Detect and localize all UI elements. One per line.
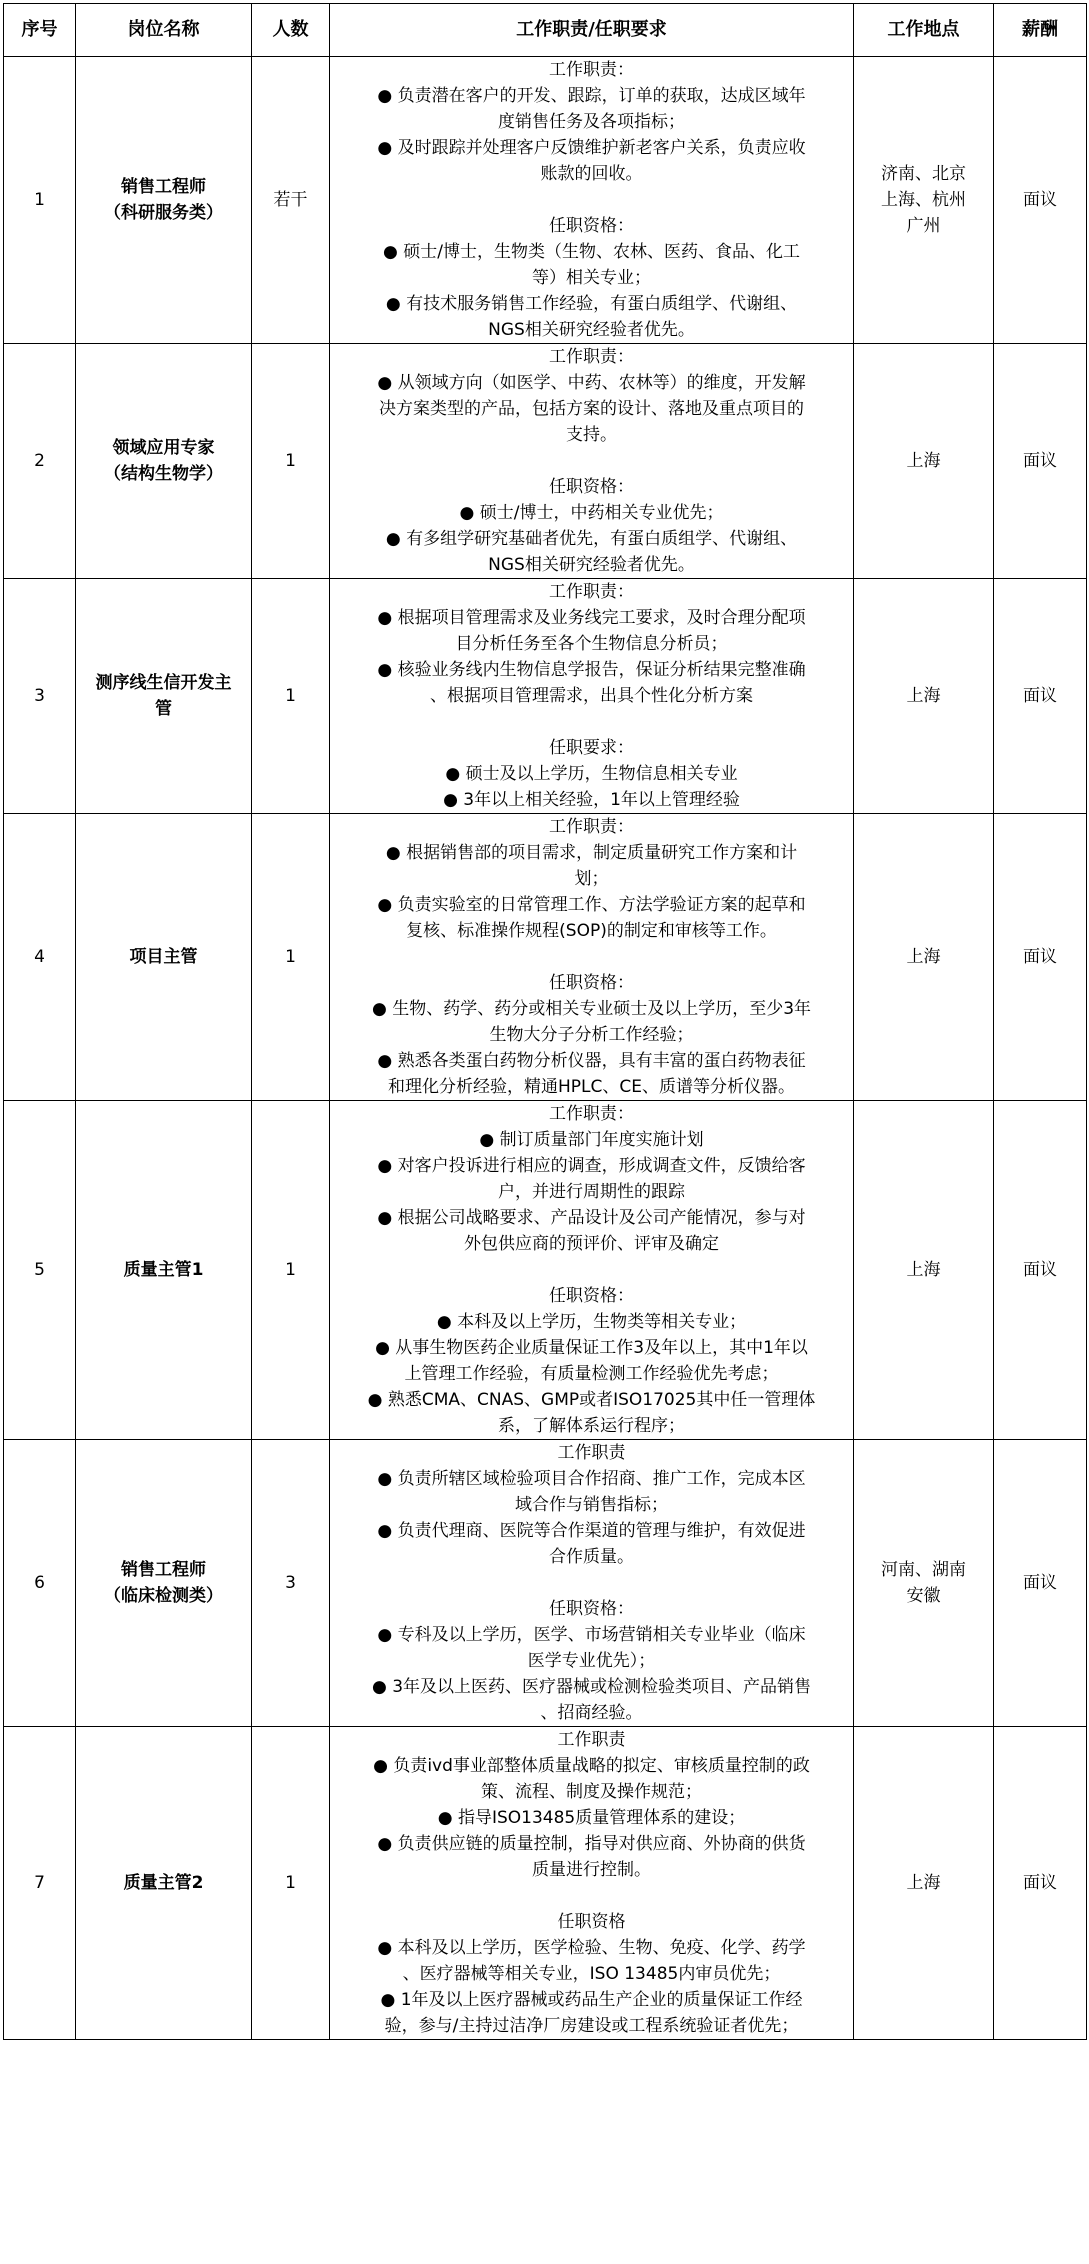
row-number: 4 bbox=[4, 814, 76, 1101]
duties-requirements bbox=[330, 814, 854, 1101]
duty-line: 、医疗器械等相关专业，ISO 13485内审员优先； bbox=[402, 1964, 781, 1984]
duty-line: ● 硕士及以上学历，生物信息相关专业 bbox=[445, 764, 738, 784]
header-no: 序号 bbox=[4, 4, 76, 57]
row-number: 7 bbox=[4, 1727, 76, 2040]
duty-line: 验，参与/主持过洁净厂房建设或工程系统验证者优先； bbox=[384, 2016, 799, 2036]
duty-line: 工作职责： bbox=[549, 582, 634, 602]
location-line: 济南、北京 bbox=[881, 164, 966, 184]
work-location bbox=[854, 1727, 994, 2040]
header-salary: 薪酬 bbox=[994, 4, 1087, 57]
duty-line bbox=[330, 187, 853, 213]
duty-line: ● 有多组学研究基础者优先，有蛋白质组学、代谢组、 bbox=[385, 529, 798, 549]
duty-line bbox=[330, 1883, 853, 1909]
duty-line: 质量进行控制。 bbox=[532, 1860, 651, 1880]
duty-line bbox=[330, 1257, 853, 1283]
duty-line: 域合作与销售指标； bbox=[515, 1495, 668, 1515]
duty-line bbox=[330, 1570, 853, 1596]
duty-line: 任职资格： bbox=[549, 1286, 634, 1306]
salary: 面议 bbox=[994, 1440, 1087, 1727]
table-row bbox=[4, 814, 1087, 1101]
headcount: 1 bbox=[252, 579, 330, 814]
duty-line: 度销售任务及各项指标； bbox=[498, 112, 685, 132]
duty-line bbox=[330, 944, 853, 970]
duty-line: ● 根据销售部的项目需求，制定质量研究工作方案和计 bbox=[385, 843, 798, 863]
work-location bbox=[854, 579, 994, 814]
headcount: 3 bbox=[252, 1440, 330, 1727]
header-count: 人数 bbox=[252, 4, 330, 57]
duty-line: 系，了解体系运行程序； bbox=[498, 1416, 685, 1436]
position-name-line: 项目主管 bbox=[129, 947, 198, 967]
row-number: 3 bbox=[4, 579, 76, 814]
table-row bbox=[4, 344, 1087, 579]
position-name-line: 领域应用专家 bbox=[112, 438, 215, 458]
duty-line: 等）相关专业； bbox=[532, 268, 651, 288]
duty-line: ● 3年及以上医药、医疗器械或检测检验类项目、产品销售 bbox=[371, 1677, 812, 1697]
headcount: 1 bbox=[252, 1101, 330, 1440]
duty-line: ● 熟悉CMA、CNAS、GMP或者ISO17025其中任一管理体 bbox=[367, 1390, 816, 1410]
duty-line: 任职要求： bbox=[549, 738, 634, 758]
duty-line: 工作职责： bbox=[549, 60, 634, 80]
duty-line: 和理化分析经验，精通HPLC、CE、质谱等分析仪器。 bbox=[388, 1077, 795, 1097]
duties-requirements bbox=[330, 57, 854, 344]
header-position: 岗位名称 bbox=[76, 4, 252, 57]
duties-requirements bbox=[330, 1440, 854, 1727]
salary: 面议 bbox=[994, 1101, 1087, 1440]
salary: 面议 bbox=[994, 579, 1087, 814]
duty-line: ● 负责所辖区域检验项目合作招商、推广工作，完成本区 bbox=[377, 1469, 806, 1489]
table-row bbox=[4, 579, 1087, 814]
duty-line: 任职资格： bbox=[549, 1599, 634, 1619]
location-line: 广州 bbox=[906, 216, 941, 236]
duty-line: ● 专科及以上学历，医学、市场营销相关专业毕业（临床 bbox=[377, 1625, 806, 1645]
duty-line: ● 3年以上相关经验，1年以上管理经验 bbox=[443, 790, 740, 810]
row-number: 6 bbox=[4, 1440, 76, 1727]
duty-line: 工作职责： bbox=[549, 1104, 634, 1124]
duty-line: ● 指导ISO13485质量管理体系的建设； bbox=[437, 1808, 746, 1828]
duty-line: 工作职责： bbox=[549, 817, 634, 837]
work-location bbox=[854, 344, 994, 579]
duty-line: 工作职责： bbox=[549, 347, 634, 367]
duty-line: ● 硕士/博士，中药相关专业优先； bbox=[459, 503, 724, 523]
duty-line: 上管理工作经验，有质量检测工作经验优先考虑； bbox=[404, 1364, 779, 1384]
duty-line: ● 负责实验室的日常管理工作、方法学验证方案的起草和 bbox=[377, 895, 806, 915]
position-name-line: 质量主管1 bbox=[123, 1260, 204, 1280]
location-line: 上海 bbox=[906, 1260, 941, 1280]
duty-line: NGS相关研究经验者优先。 bbox=[488, 555, 695, 575]
duties-requirements bbox=[330, 1101, 854, 1440]
work-location bbox=[854, 814, 994, 1101]
table-row bbox=[4, 57, 1087, 344]
duty-line: 工作职责 bbox=[557, 1730, 626, 1750]
table-row bbox=[4, 1101, 1087, 1440]
duty-line: 任职资格： bbox=[549, 216, 634, 236]
duty-line: ● 熟悉各类蛋白药物分析仪器，具有丰富的蛋白药物表征 bbox=[377, 1051, 806, 1071]
duty-line: 复核、标准操作规程(SOP)的制定和审核等工作。 bbox=[406, 921, 777, 941]
duty-line bbox=[330, 448, 853, 474]
salary: 面议 bbox=[994, 57, 1087, 344]
duty-line: ● 负责ivd事业部整体质量战略的拟定、审核质量控制的政 bbox=[373, 1756, 810, 1776]
header-duties: 工作职责/任职要求 bbox=[330, 4, 854, 57]
duty-line: 合作质量。 bbox=[549, 1547, 634, 1567]
duty-line: ● 根据公司战略要求、产品设计及公司产能情况，参与对 bbox=[377, 1208, 806, 1228]
location-line: 上海 bbox=[906, 686, 941, 706]
row-number: 1 bbox=[4, 57, 76, 344]
table-row bbox=[4, 1727, 1087, 2040]
duty-line bbox=[330, 709, 853, 735]
duty-line: 划； bbox=[574, 869, 609, 889]
duty-line: ● 根据项目管理需求及业务线完工要求，及时合理分配项 bbox=[377, 608, 806, 628]
duties-requirements bbox=[330, 1727, 854, 2040]
salary: 面议 bbox=[994, 1727, 1087, 2040]
table-row bbox=[4, 1440, 1087, 1727]
row-number: 2 bbox=[4, 344, 76, 579]
duty-line: 工作职责 bbox=[557, 1443, 626, 1463]
work-location bbox=[854, 1440, 994, 1727]
location-line: 上海 bbox=[906, 451, 941, 471]
duty-line: ● 有技术服务销售工作经验，有蛋白质组学、代谢组、 bbox=[385, 294, 798, 314]
duty-line: ● 负责代理商、医院等合作渠道的管理与维护，有效促进 bbox=[377, 1521, 806, 1541]
work-location bbox=[854, 57, 994, 344]
duty-line: ● 负责潜在客户的开发、跟踪，订单的获取，达成区域年 bbox=[377, 86, 806, 106]
job-table bbox=[3, 3, 1087, 2040]
duty-line: ● 生物、药学、药分或相关专业硕士及以上学历，至少3年 bbox=[371, 999, 812, 1019]
position-name-line: 销售工程师 bbox=[121, 1560, 206, 1580]
duty-line: ● 及时跟踪并处理客户反馈维护新老客户关系，负责应收 bbox=[377, 138, 806, 158]
position-name bbox=[76, 1101, 252, 1440]
duties-requirements bbox=[330, 579, 854, 814]
position-name bbox=[76, 579, 252, 814]
duty-line: 策、流程、制度及操作规范； bbox=[481, 1782, 702, 1802]
position-name-line: 销售工程师 bbox=[121, 177, 206, 197]
location-line: 安徽 bbox=[906, 1586, 941, 1606]
headcount: 1 bbox=[252, 1727, 330, 2040]
duty-line: 户，并进行周期性的跟踪 bbox=[498, 1182, 685, 1202]
duty-line: 账款的回收。 bbox=[540, 164, 643, 184]
duty-line: ● 本科及以上学历，生物类等相关专业； bbox=[436, 1312, 747, 1332]
duty-line: ● 从领域方向（如医学、中药、农林等）的维度，开发解 bbox=[377, 373, 806, 393]
duty-line: ● 本科及以上学历，医学检验、生物、免疫、化学、药学 bbox=[377, 1938, 806, 1958]
header-location: 工作地点 bbox=[854, 4, 994, 57]
duties-requirements bbox=[330, 344, 854, 579]
duty-line: ● 1年及以上医疗器械或药品生产企业的质量保证工作经 bbox=[380, 1990, 803, 2010]
duty-line: 支持。 bbox=[566, 425, 617, 445]
duty-line: ● 对客户投诉进行相应的调查，形成调查文件，反馈给客 bbox=[377, 1156, 806, 1176]
position-name-line: （临床检测类） bbox=[104, 1586, 223, 1606]
duty-line: 任职资格： bbox=[549, 973, 634, 993]
work-location bbox=[854, 1101, 994, 1440]
salary: 面议 bbox=[994, 814, 1087, 1101]
position-name-line: （结构生物学） bbox=[104, 464, 223, 484]
duty-line: ● 制订质量部门年度实施计划 bbox=[479, 1130, 704, 1150]
duty-line: 、根据项目管理需求，出具个性化分析方案 bbox=[430, 686, 753, 706]
headcount: 1 bbox=[252, 344, 330, 579]
position-name bbox=[76, 814, 252, 1101]
duty-line: 医学专业优先）； bbox=[527, 1651, 656, 1671]
position-name bbox=[76, 1440, 252, 1727]
duty-line: ● 核验业务线内生物信息学报告，保证分析结果完整准确 bbox=[377, 660, 806, 680]
row-number: 5 bbox=[4, 1101, 76, 1440]
duty-line: 生物大分子分析工作经验； bbox=[489, 1025, 694, 1045]
position-name bbox=[76, 57, 252, 344]
duty-line: 外包供应商的预评价、评审及确定 bbox=[464, 1234, 719, 1254]
duty-line: 任职资格 bbox=[557, 1912, 626, 1932]
headcount: 1 bbox=[252, 814, 330, 1101]
duty-line: 、招商经验。 bbox=[540, 1703, 643, 1723]
duty-line: ● 从事生物医药企业质量保证工作3及年以上，其中1年以 bbox=[375, 1338, 808, 1358]
position-name-line: （科研服务类） bbox=[104, 203, 223, 223]
position-name bbox=[76, 1727, 252, 2040]
duty-line: 目分析任务至各个生物信息分析员； bbox=[455, 634, 728, 654]
duty-line: ● 硕士/博士，生物类（生物、农林、医药、食品、化工 bbox=[383, 242, 800, 262]
location-line: 上海 bbox=[906, 947, 941, 967]
position-name-line: 测序线生信开发主 bbox=[95, 673, 232, 693]
duty-line: 决方案类型的产品，包括方案的设计、落地及重点项目的 bbox=[379, 399, 804, 419]
duty-line: ● 负责供应链的质量控制，指导对供应商、外协商的供货 bbox=[377, 1834, 806, 1854]
duty-line: NGS相关研究经验者优先。 bbox=[488, 320, 695, 340]
position-name-line: 管 bbox=[155, 699, 172, 719]
salary: 面议 bbox=[994, 344, 1087, 579]
position-name bbox=[76, 344, 252, 579]
duty-line: 任职资格： bbox=[549, 477, 634, 497]
headcount: 若干 bbox=[252, 57, 330, 344]
position-name-line: 质量主管2 bbox=[123, 1873, 204, 1893]
header-row bbox=[4, 4, 1087, 57]
location-line: 河南、湖南 bbox=[881, 1560, 966, 1580]
location-line: 上海 bbox=[906, 1873, 941, 1893]
location-line: 上海、杭州 bbox=[881, 190, 966, 210]
